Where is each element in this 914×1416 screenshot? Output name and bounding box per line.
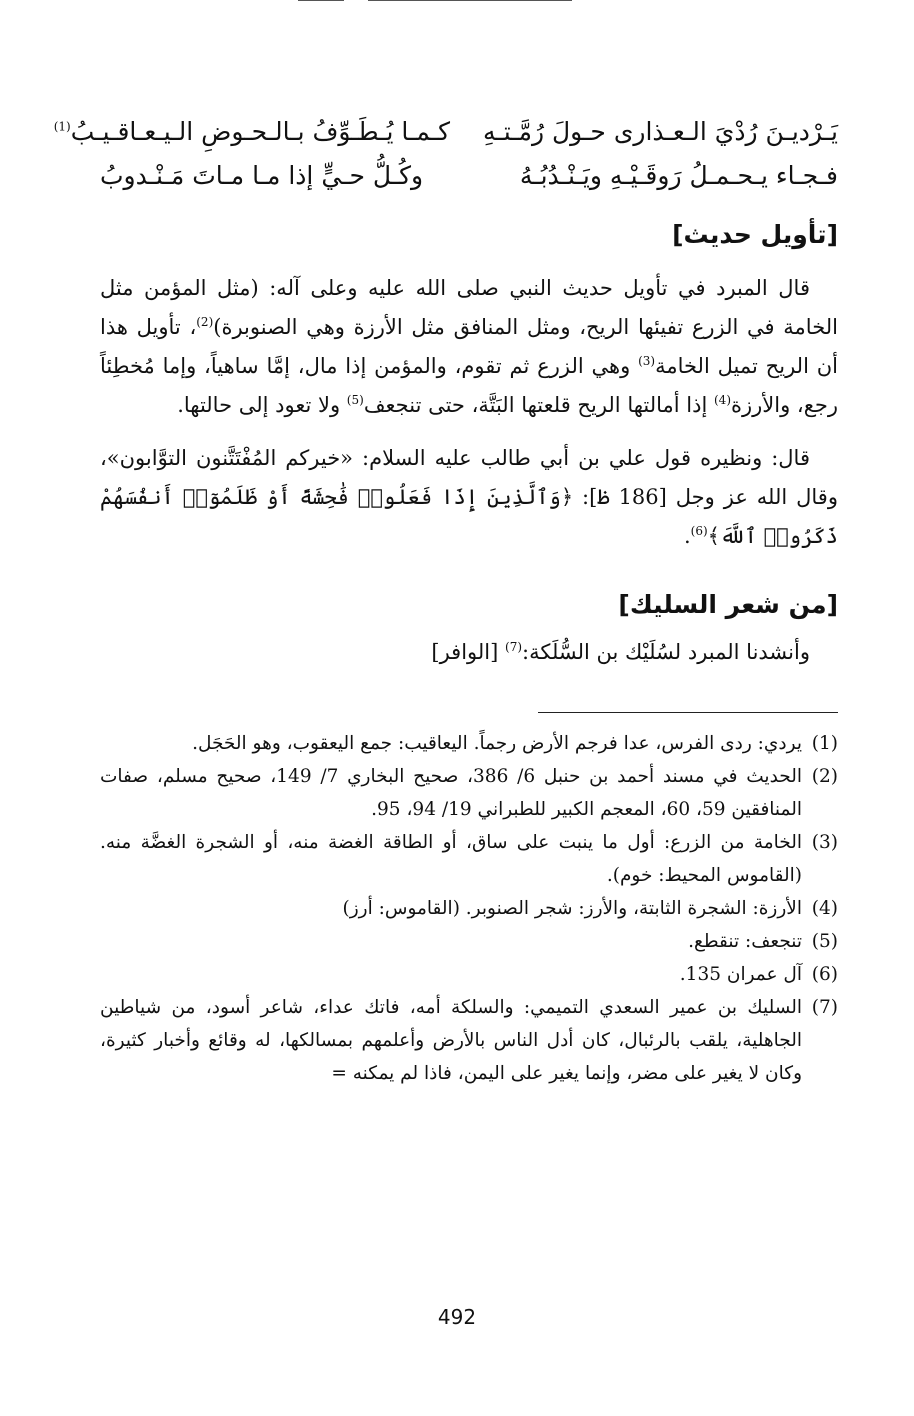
text-run: وأنشدنا المبرد لسُلَيْك بن السُّلَكة: — [522, 640, 810, 664]
text-run: [الوافر] — [431, 640, 505, 664]
page-body — [53, 100, 838, 1090]
footnote — [100, 958, 838, 991]
text-run: قال: ونظيره قول علي بن أبي طالب عليه السلام: «خيركم المُفْتَتَّنون التوَّابون»، وقال الله عز وجل [186 ظ]: ﴿وَٱلَّذِينَ إِذَا فَعَلُوا۟ فَٰحِشَةً أَوْ ظَلَمُوٓا۟ أَنفُسَهُمْ ذَكَرُوا۟ ٱللَّهَ﴾ — [100, 446, 838, 548]
footnote-text: الأرزة: الشجرة الثابتة، والأرز: شجر الصنوبر. (القاموس: أرز) — [342, 898, 802, 919]
footnote-ref: (6) — [690, 524, 708, 538]
verse-second-hemistich: وكُـلُّ حـيٍّ إذا مـا مـاتَ مَـنْـدوبُ — [100, 161, 424, 190]
footnote — [100, 826, 838, 892]
verse-first-hemistich: فـجـاء يـحـمـلُ رَوقَـيْـهِ ويَـنْـدُبُـهُ — [519, 161, 838, 190]
footnote-text: الخامة من الزرع: أول ما ينبت على ساق، أو الطاقة الغضة منه، أو الشجرة الغضَّة منه. (القاموس المحيط: خوم). — [100, 832, 802, 886]
footnote-number: (2) — [811, 766, 838, 787]
footnote-number: (5) — [811, 931, 838, 952]
footnote — [100, 892, 838, 925]
verse-first-hemistich: يَـرْديـنَ رُدْيَ الـعـذارى حـولَ رُمَّـتـهِ — [483, 117, 838, 146]
footnote-ref: (3) — [638, 354, 656, 368]
footnote-ref: (2) — [196, 315, 214, 329]
footnote-ref: (4) — [713, 393, 731, 407]
paragraph-quote — [100, 439, 838, 556]
footnote — [100, 760, 838, 826]
text-run: ولا تعود إلى حالتها. — [177, 393, 347, 417]
poem-verses — [53, 110, 838, 198]
footnote-number: (6) — [811, 964, 838, 985]
footnote-ref: (5) — [346, 393, 364, 407]
footnote — [100, 925, 838, 958]
verse-line — [100, 154, 838, 198]
footnote-separator — [538, 712, 838, 713]
footnote — [100, 727, 838, 760]
top-rule-long — [368, 0, 572, 1]
footnote-text: آل عمران 135. — [679, 964, 802, 985]
footnote-number: (4) — [811, 898, 838, 919]
paragraph-hadith — [100, 269, 838, 425]
footnote-text: يردي: ردى الفرس، عدا فرجم الأرض رجماً. اليعاقيب: جمع اليعقوب، وهو الحَجَل. — [192, 733, 802, 754]
text-run: وهي الزرع ثم تقوم، والمؤمن إذا مال، إمَّا ساهياً، وإما مُخطِئاً رجع، والأرزة — [100, 354, 838, 417]
text-run: . — [683, 524, 691, 548]
footnote-number: (7) — [811, 997, 838, 1018]
section-heading: [تأويل حديث] — [672, 220, 838, 249]
footnote — [100, 991, 838, 1090]
footnote-ref: (7) — [505, 640, 523, 654]
section-heading: [من شعر السليك] — [618, 590, 838, 619]
text-run: إذا أمالتها الريح قلعتها البَتَّة، حتى تنجعف — [363, 393, 714, 417]
text-run: ، تأويل هذا أن الريح تميل الخامة — [100, 315, 838, 378]
footnote-text: السليك بن عمير السعدي التميمي: والسلكة أمه، فاتك عداء، شاعر أسود، من شياطين الجاهلية، يلقب بالرئبال، كان أدل الناس بالأرض وأعلمهم بمسالكها، له وقائع وأخبار كثيرة، وكان لا يغير على مضر، وإنما يغير على اليمن، فاذا لم يمكنه = — [100, 997, 802, 1084]
paragraph-poem-intro — [100, 633, 838, 672]
verse-line — [53, 110, 838, 154]
footnote-text: الحديث في مسند أحمد بن حنبل 6/ 386، صحيح البخاري 7/ 149، صحيح مسلم، صفات المنافقين 59، 60، المعجم الكبير للطبراني 19/ 94، 95. — [100, 766, 802, 820]
page-number: 492 — [437, 1305, 477, 1329]
footnote-number: (3) — [811, 832, 838, 853]
footnote-text: تنجعف: تنقطع. — [688, 931, 802, 952]
footnote-ref: (1) — [53, 119, 71, 134]
footnote-number: (1) — [811, 733, 838, 754]
top-rule-short — [298, 0, 344, 1]
text-run: قال المبرد في تأويل حديث النبي صلى الله عليه وعلى آله: (مثل المؤمن مثل الخامة في الزرع تفيئها الريح، ومثل المنافق مثل الأرزة وهي الصنوبرة) — [100, 276, 838, 339]
verse-second-hemistich — [53, 110, 450, 154]
verse-text: كـمـا يُـطَـوِّفُ بـالـحـوضِ الـيـعـاقـيـبُ — [70, 117, 450, 146]
footnotes — [100, 727, 838, 1090]
